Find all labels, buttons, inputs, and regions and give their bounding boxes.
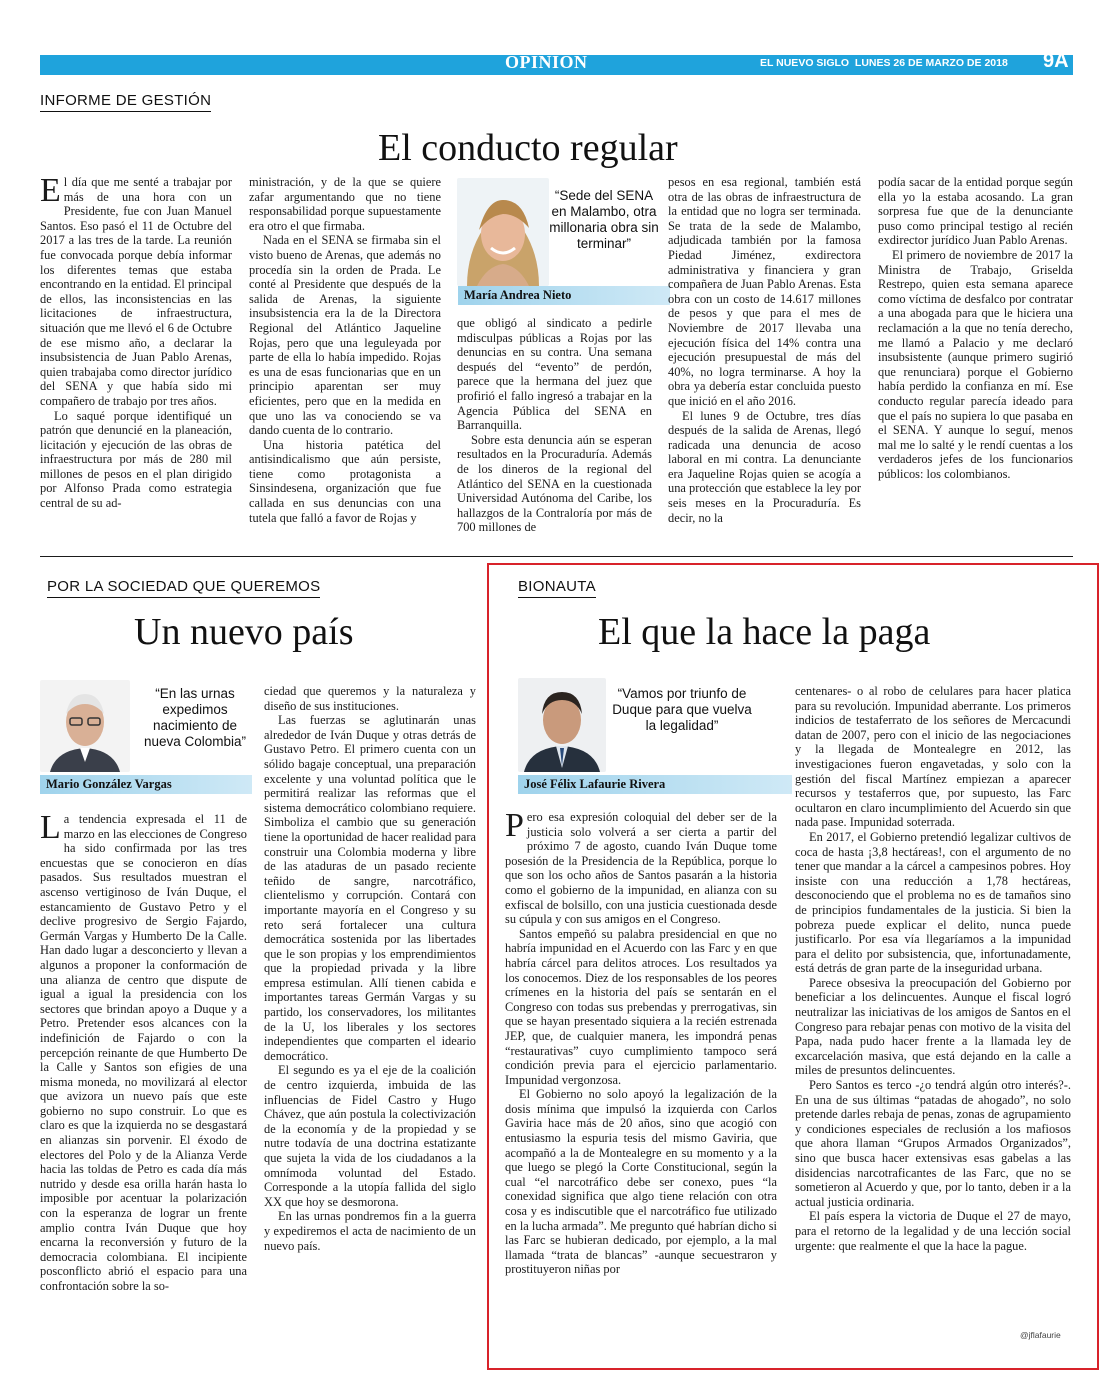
paragraph: El Gobierno no solo apoyó la legalización de la dosis mínima que impulsó la izquierda con Carlos Gaviria hace más de 20 años, sino que acogió con entusiasmo la espuria tesis del mismo Gaviria, que acompañó a la de Montealegre en su momento y a la que luego se plegó la Corte Constitucional, según la cual “el narcotráfico debe ser conexo, pues “la conexidad significa que algo tiene relación con otra cosa y es indiscutible que el narcotráfico fue utilizado en la lucha armada”. Me pregunto qué habrían dicho si las Farc se hubieran dedicado, por ejemplo, a la mal llamada “trata de blancas” -aunque secuestraron y prostituyeron niñas por — [505, 1087, 777, 1277]
article3-headline: El que la hace la paga — [598, 611, 931, 653]
article1-kicker: INFORME DE GESTIÓN — [40, 92, 211, 112]
article1-column-3 — [457, 316, 652, 545]
article3-kicker: BIONAUTA — [518, 578, 596, 598]
issue-date: LUNES 26 DE MARZO DE 2018 — [854, 57, 1008, 69]
portrait-illustration — [518, 678, 606, 772]
paragraph: centenares- o al robo de celulares para hacer platica para su revolución. Impunidad aberrante. Los primeros indicios de testaferrato de los señores de Mercacundi datan de 2007, pero con el inicio de las negociaciones y la llegada de Montealegre en 2012, las investigaciones fueron engavetadas, y solo con la gestión del fiscal Martínez empiezan a aparecer recursos y testaferros que, por supuesto, las Farc ocultaron en claro incumplimiento del Acuerdo sin que nada pase. Impunidad soterrada. — [795, 684, 1071, 830]
paragraph: El primero de noviembre de 2017 la Ministra de Trabajo, Griselda Restrepo, quien esta semana aparece como víctima de desfalco por contratar a una abogada para que le hiciera una reclamación a la que no tenía derecho, me llamó a Palacio y me declaró insubsistente (aunque primero sugirió que renunciara) porque el Gobierno había perdido la confianza en mí. Ese conducto regular parecía ideado para que el país no supiera lo que pasaba en el SENA. Y aunque lo seguí, menos mal me lo salté y le rendí cuentas a los verdaderos jefes de los funcionarios públicos: los colombianos. — [878, 247, 1073, 481]
article3-pull-quote: “Vamos por triunfo de Duque para que vuelva la legalidad” — [612, 686, 752, 733]
paragraph: podía sacar de la entidad porque según ella yo la estaba acosando. La gran sorpresa fue que de la denunciante puso como principal testigo al recién exdirector jurídico Juan Pablo Arenas. — [878, 175, 1073, 248]
article2-column-1 — [40, 812, 247, 1337]
portrait-illustration — [40, 680, 130, 772]
article3-byline: José Félix Lafaurie Rivera — [518, 775, 792, 794]
paragraph: Santos empeñó su palabra presidencial en que no habría impunidad en el Acuerdo con las Farc y en que habría cárcel para delitos atroces. Los resultados ya los conocemos. Diez de los responsables de los peores crímenes en la historia del país se sentarán en el Congreso con todas sus prebendas y prerrogativas, sin que se hayan presentado siquiera a la recién estrenada JEP, que, de cualquier manera, les impondrá penas “restaurativas” cuyo cumplimiento tampoco será condición previa para el ejercicio parlamentario. Impunidad vergonzosa. — [505, 926, 777, 1087]
page-number: 9A — [1043, 50, 1069, 72]
paragraph: pesos en esa regional, también está otra de las obras de infraestructura de la entidad que no logra ser terminada. Se trata de la sede de Malambo, adjudicada también por la famosa Piedad Jiménez, exdirectora administrativa y financiera y gran compañera de Juan Pablo Arenas. Esta obra con un costo de 14.617 millones de pesos y que para el mes de Noviembre de 2017 llevaba una ejecución física del 14% contra una ejecución presupuestal de más del 40%, no logra terminarse. A hoy la obra ya debería estar concluida puesto que inició en el año 2016. — [668, 175, 861, 408]
paragraph: El país espera la victoria de Duque el 27 de mayo, para el retorno de la legalidad y de una lección social urgente: que realmente el que la hace la pague. — [795, 1209, 1071, 1253]
article3-column-2 — [795, 684, 1071, 1326]
article1-column-1 — [40, 175, 232, 545]
author-photo-maria-andrea-nieto — [457, 178, 549, 286]
article1-headline: El conducto regular — [378, 127, 678, 169]
portrait-illustration — [457, 178, 549, 286]
paragraph: En 2017, el Gobierno pretendió legalizar cultivos de coca de hasta ¡3,8 hectáreas!, con el argumento de no tener que mandar a la cárcel a campesinos pobres. Hoy insiste con una reducción a 1,78 hectáreas, desconociendo que el problema no es de tamaños sino de principios fundamentales de la justicia. Si bien la pobreza puede explicar el delito, nunca puede justificarlo. Por esa vía llegaríamos a la impunidad para el delito por subsistencia, que, infortunadamente, está detrás de gran parte de la inseguridad urbana. — [795, 829, 1071, 976]
article3-dropcap: P — [505, 810, 524, 844]
divider — [40, 556, 1073, 557]
newspaper-dateline — [760, 57, 1008, 69]
article2-headline: Un nuevo país — [134, 611, 354, 653]
newspaper-name: EL NUEVO SIGLO — [760, 57, 850, 69]
article1-dropcap: E — [40, 175, 61, 209]
section-title: OPINIÓN — [505, 52, 588, 72]
article2-dropcap: L — [40, 812, 61, 846]
paragraph: Sobre esta denuncia aún se esperan resultados en la Procuraduría. Además de los dineros de la regional del Atlántico del SENA en la cuestionada Universidad Autónoma del Caribe, los hallazgos de la Contraloría por más de 700 millones de — [457, 432, 652, 535]
article1-byline: María Andrea Nieto — [458, 286, 670, 305]
paragraph: El segundo es ya el eje de la coalición de centro izquierda, imbuida de las influencias de Fidel Castro y Hugo Chávez, que aún postula la colectivización de la economía y de la propiedad y se nutre todavía de una doctrina estatizante que sujeta la vida de los ciudadanos a la omnímoda voluntad del Estado. Corresponde a la utopía fallida del siglo XX que hoy se desmorona. — [264, 1063, 476, 1209]
author-photo-jose-felix-lafaurie — [518, 678, 606, 772]
paragraph: Parece obsesiva la preocupación del Gobierno por beneficiar a los delincuentes. Aunque el fiscal logró neutralizar las iniciativas de los amigos de Santos en el Congreso para rebajar penas con motivo de la visita del Papa, nada pudo hacer frente a la llamada ley de excarcelación masiva, que está dejando en la calle a miles de presuntos delincuentes. — [795, 975, 1071, 1078]
article1-column-2 — [249, 175, 441, 545]
paragraph: ero esa expresión coloquial del deber ser de la justicia solo volverá a ser cierta a partir del próximo 7 de agosto, cuando Iván Duque tome posesión de la Presidencia de la República, porque lo que son los ocho años de Santos pasarán a la historia como el gobierno de la impunidad, en alianza con su exfiscal de bolsillo, con una justicia cuestionada desde su cúpula y con sus amigos en el Congreso. — [505, 810, 777, 927]
article1-column-5 — [878, 175, 1073, 545]
paragraph: El lunes 9 de Octubre, tres días después de la salida de Arenas, llegó radicada una denuncia de acoso laboral en mi contra. La denunciante era Jaqueline Rojas quien se acogía a una protección que establece la ley por seis meses en la Procuraduría. Es decir, no la — [668, 408, 861, 525]
paragraph: Lo saqué porque identifiqué un patrón que denuncié en la planeación, licitación y ejecución de las obras de infraestructura por más de 280 mil millones de pesos en el plan dirigido por Alfonso Prada como estrategia central de su ad- — [40, 408, 232, 511]
article2-byline: Mario González Vargas — [40, 775, 252, 794]
paragraph: ciedad que queremos y la naturaleza y diseño de sus instituciones. — [264, 684, 476, 713]
paragraph: a tendencia expresada el 11 de marzo en las elecciones de Congreso ha sido confirmada por las tres encuestas que se conocieron en días pasados. Sus resultados muestran el ascenso vertiginoso de Iván Duque, el estancamiento de Gustavo Petro y el declive progresivo de Sergio Fajardo, Germán Vargas y Humberto De la Calle. Han dado lugar a desconcierto y llevan a algunos a proponer la conformación de una alianza de centro que dispute de igual a igual la presidencia con los sectores que brindan apoyo a Duque y a Petro. Pretender esos alcances con la indefinición de Fajardo o con la percepción reinante de que Humberto De la Calle y Santos son efigies de una misma moneda, no movilizará al elector que avizora un nuevo país que este gobierno no supo construir. Lo que es claro es que la izquierda no se desgastará en alianzas sin porvenir. El éxodo de electores del Polo y de la Alianza Verde hacia las toldas de Petro es cada día más nutrido y desde esa orilla harán hasta lo imposible por acentuar la polarización con la esperanza de lograr un frente amplio contra Iván Duque que hoy encarna la reconversión y futuro de la democracia colombiana. El incipiente posconflicto abrió el espacio para una confrontación sobre la so- — [40, 812, 247, 1293]
paragraph: ministración, y de la que se quiere zafar argumentando que no tiene responsabilidad porque supuestamente era otro el que firmaba. — [249, 175, 441, 233]
author-social-handle: @jflafaurie — [1020, 1330, 1061, 1340]
article2-pull-quote: “En las urnas expedimos nacimiento de nueva Colombia” — [143, 686, 247, 749]
paragraph: Una historia patética del antisindicalismo que aún persiste, tiene como protagonista a Sinsindesena, organización que fue callada en sus denuncias con una tutela que falló a favor de Rojas y — [249, 437, 441, 525]
paragraph: l día que me senté a trabajar por más de una hora con un Presidente, fue con Juan Manuel Santos. Eso pasó el 11 de Octubre del 2017 a las tres de la tarde. La reunión fue convocada porque debía informar los diferentes temas que estaba encontrando en la entidad. El principal de ellos, las inconsistencias en las licitaciones de infraestructura, situación que me llevó el 6 de Octubre de ese mismo año, a declarar la insubsistencia de Juan Pablo Arenas, quien trabajaba como director jurídico del SENA y que había sido mi compañero de trabajo por tres años. — [40, 175, 232, 408]
paragraph: que obligó al sindicato a pedirle mdisculpas públicas a Rojas por las denuncias en su contra. Una semana después del “evento” de perdón, parece que la hermana del juez que profirió el fallo ingresó a trabajar en la Agencia Pública del SENA en Barranquilla. — [457, 316, 652, 433]
paragraph: Pero Santos es terco -¿o tendrá algún otro interés?-. En una de sus últimas “patadas de ahogado”, no solo pretende darles rebaja de penas, zonas de agrupamiento y condiciones especiales de reclusión a los mafiosos que ahora llaman “Grupos Armados Organizados”, sino que busca hacer extensivas esas gabelas a las disidencias narcotraficantes de las Farc, que no se sometieron al Acuerdo y que, por lo tanto, deben ir a la actual justicia ordinaria. — [795, 1078, 1071, 1209]
article3-column-1 — [505, 810, 777, 1337]
article2-column-2 — [264, 684, 476, 1337]
article1-pull-quote: “Sede del SENA en Malambo, otra millonaria obra sin terminar” — [549, 188, 659, 251]
paragraph: Nada en el SENA se firmaba sin el visto bueno de Arenas, que además no procedía sin la orden de Prada. Le conté al Presidente que después de la salida de Arenas, la siguiente insubsistencia era la de la Directora Regional del Atlántico Jaqueline Rojas, pero que una leguleyada por parte de ella lo había impedido. Rojas es una de esas funcionarias que en un principio aparentan ser muy eficientes, pero que en la medida en que uno las va conociendo se va dando cuenta de lo contrario. — [249, 233, 441, 438]
article2-kicker: POR LA SOCIEDAD QUE QUEREMOS — [47, 578, 320, 598]
article1-column-4 — [668, 175, 861, 545]
author-photo-mario-gonzalez-vargas — [40, 680, 130, 772]
paragraph: En las urnas pondremos fin a la guerra y expediremos el acta de nacimiento de un nuevo país. — [264, 1209, 476, 1253]
paragraph: Las fuerzas se aglutinarán unas alrededor de Iván Duque y otras detrás de Gustavo Petro. El primero cuenta con un sólido bagaje conceptual, una preparación excelente y una voluntad política que le permitirá realizar las reformas que el sistema democrático colombiano requiere. Simboliza el cambio que su generación tiene la oportunidad de hacer realidad para construir una Colombia moderna y libre de las ataduras de un pasado reciente teñido de sangre, narcotráfico, clientelismo y corrupción. Contará con importante mayoría en el Congreso y su reto será fortalecer una cultura democrática sostenida por las libertades que le son propias y los emprendimientos que la propiedad privada y la libre empresa estimulan. Allí tienen cabida e importantes tareas Germán Vargas y su partido, los conservadores, los militantes de la U, los liberales y los sectores independientes que comparten el ideario democrático. — [264, 713, 476, 1063]
